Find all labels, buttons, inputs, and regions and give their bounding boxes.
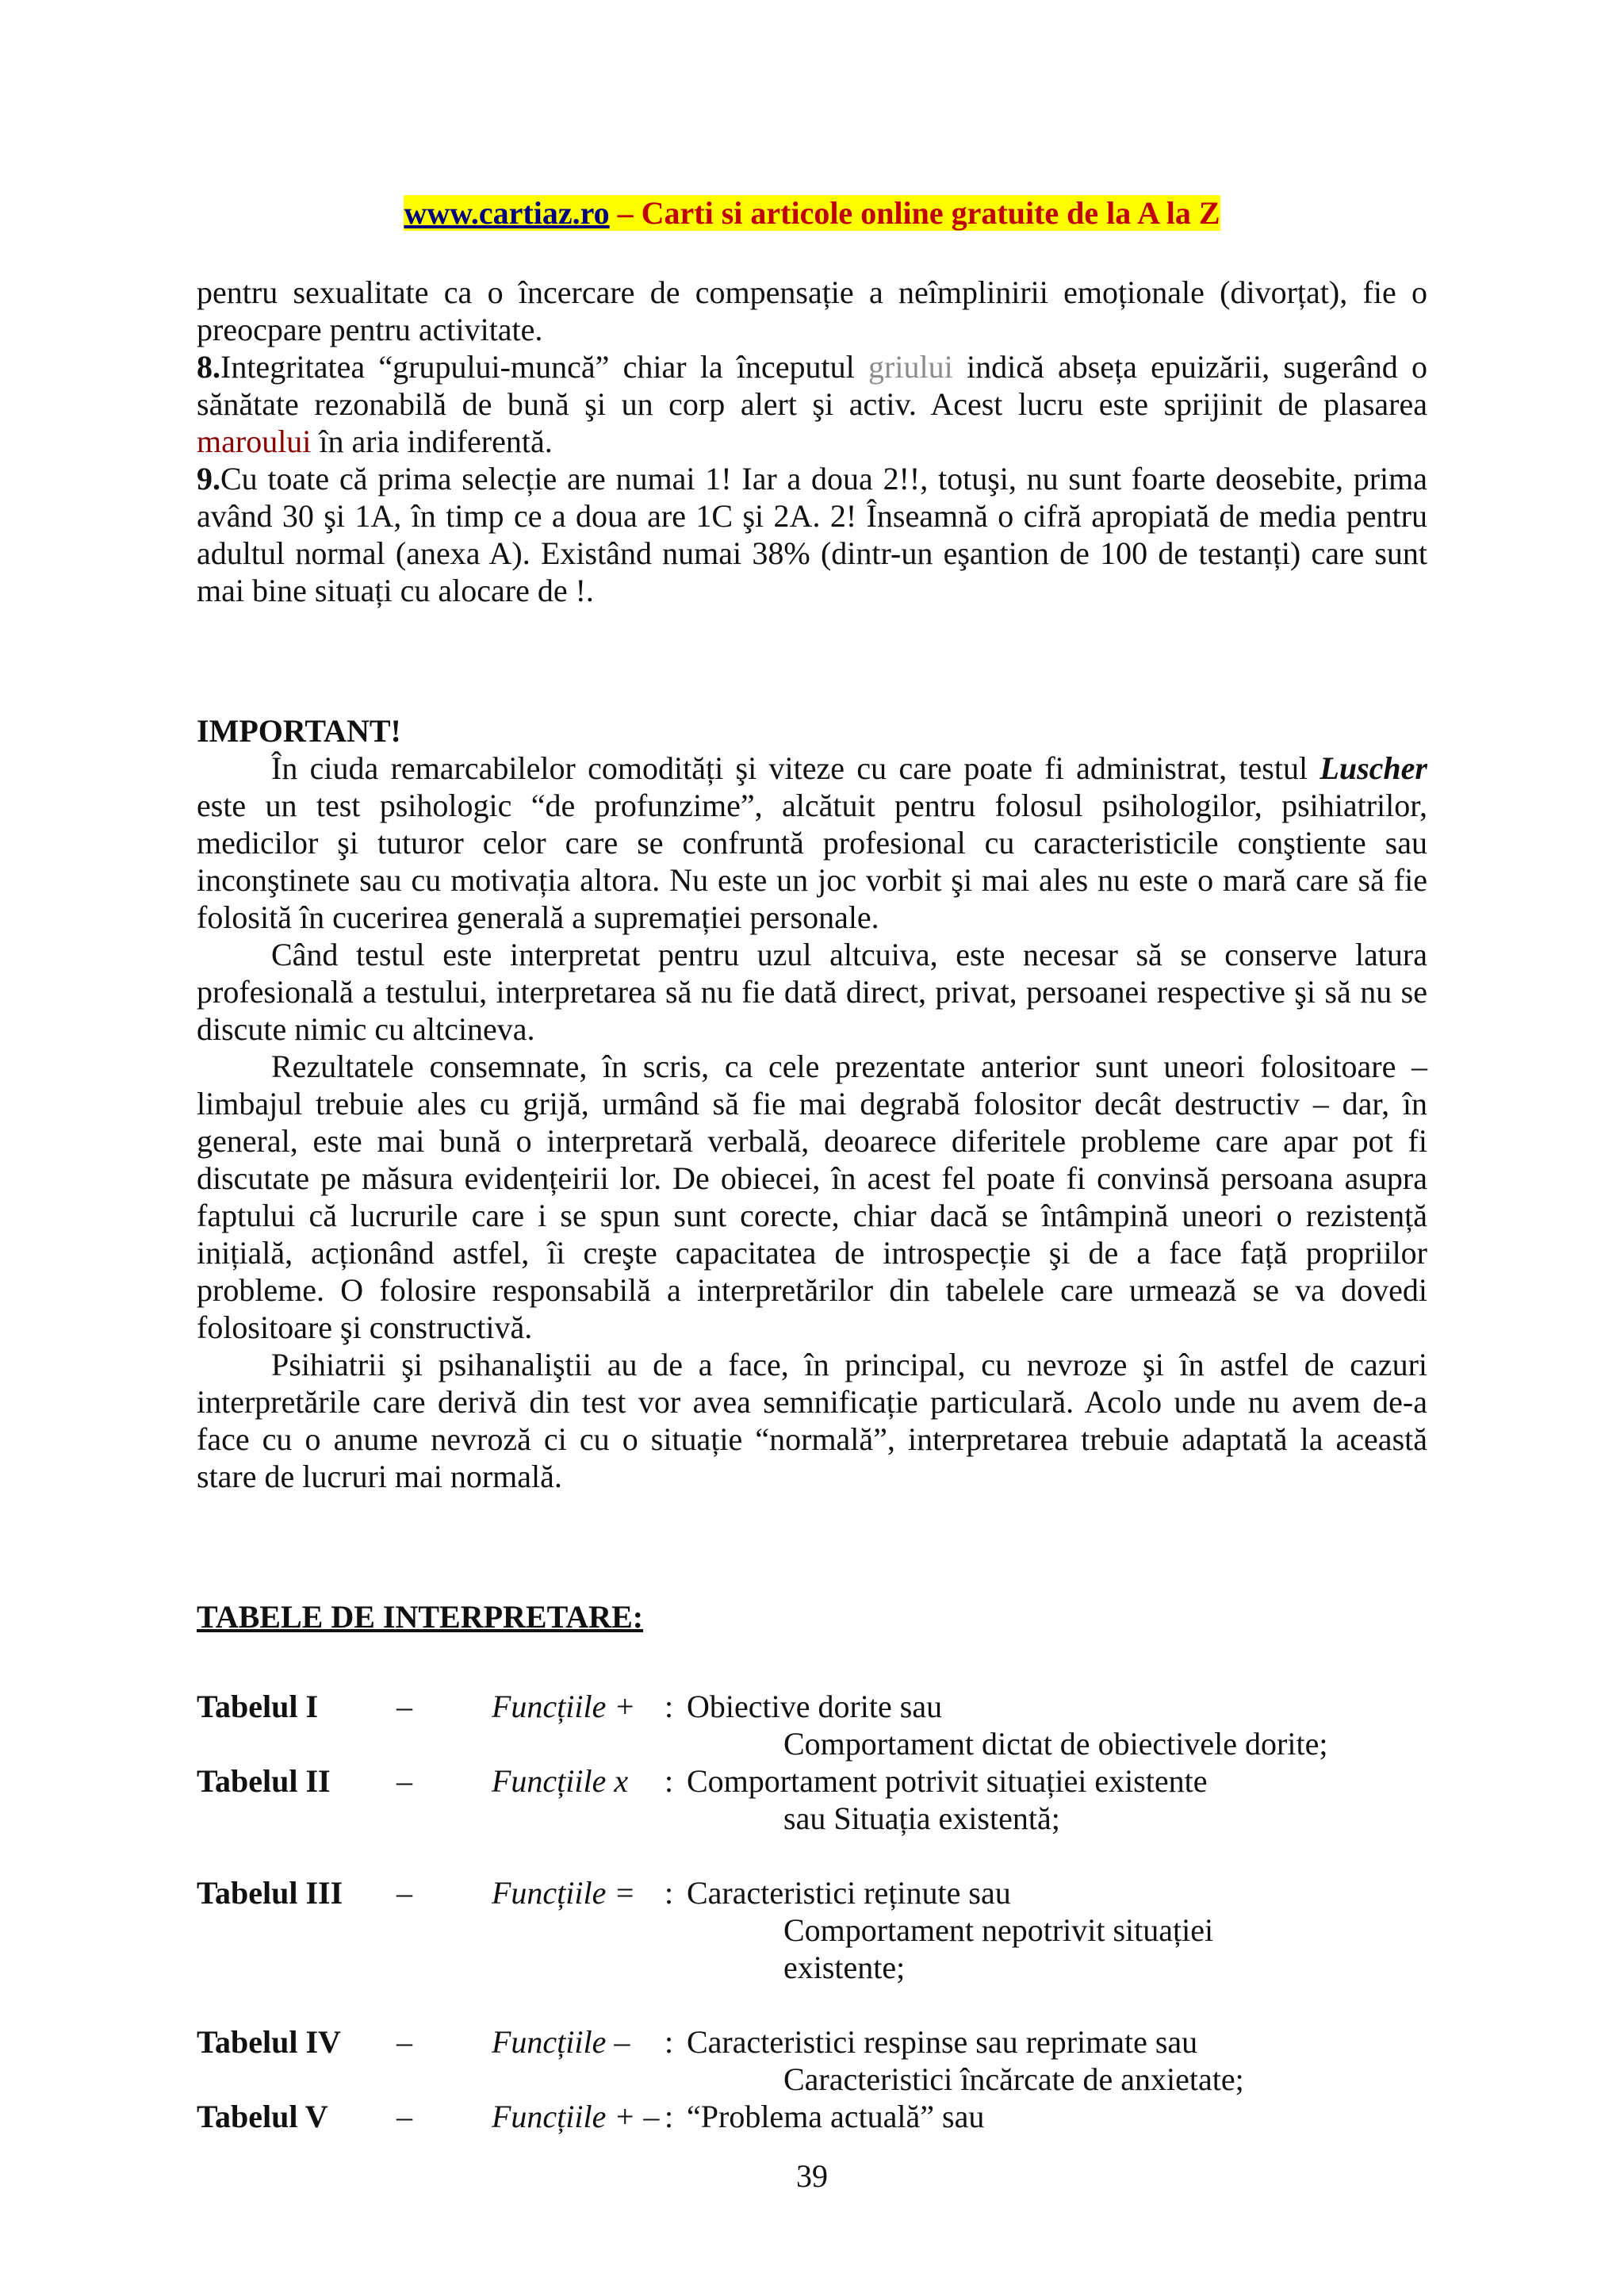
item-8-text-a: Integritatea “grupului-muncă” chiar la începutul — [220, 349, 869, 385]
table-colon: : — [665, 2099, 674, 2134]
table-description: “Problema actuală” sau — [687, 2099, 985, 2134]
table-row — [197, 1874, 1427, 1911]
site-tagline: – Carti si articole online gratuite de la A la Z — [609, 195, 1220, 231]
table-description: Obiective dorite sau — [687, 1689, 943, 1724]
intro-paragraph: pentru sexualitate ca o încercare de compensație a neîmplinirii emoționale (divorțat), fie o preocpare pentru activitate. — [197, 274, 1427, 347]
test-name: Luscher — [1320, 750, 1427, 786]
important-paragraph-4: Psihiatrii şi psihanaliştii au de a face, în principal, cu nevroze şi în astfel de cazuri interpretările care derivă din test vor avea semnificație particulară. Acolo unde nu avem de-a face cu o anume nevroză ci cu o situație “normală”, interpretarea trebuie adaptată la această stare de lucruri mai normală. — [197, 1347, 1427, 1494]
item-9-number: 9. — [197, 461, 220, 497]
item-8 — [197, 348, 1427, 460]
table-description: Comportament potrivit situației existente — [687, 1763, 1208, 1799]
table-description-continuation: Comportament nepotrivit situației — [783, 1912, 1214, 1948]
table-description-continuation: Comportament dictat de obiectivele dorite; — [783, 1726, 1328, 1762]
table-colon: : — [665, 1875, 674, 1911]
item-9-text: Cu toate că prima selecție are numai 1! Iar a doua 2!!, totuşi, nu sunt foarte deosebite, prima având 30 şi 1A, în timp ce a doua are 1C şi 2A. 2! Înseamnă o cifră apropiată de media pentru adultul normal (anexa A). Existând numai 38% (dintr-un eşantion de 100 de testanți) care sunt mai bine situați cu alocare de !. — [197, 461, 1427, 608]
table-row — [197, 1688, 1427, 1725]
item-8-number: 8. — [197, 349, 220, 385]
important-paragraph-1 — [197, 750, 1427, 936]
table-row — [197, 1762, 1427, 1800]
section-spacer — [197, 1495, 1427, 1598]
important-paragraph-2: Când testul este interpretat pentru uzul altcuiva, este necesar să se conserve latura profesională a testului, interpretarea să nu fie dată direct, privat, persoanei respective şi să nu se discute nimic cu altcineva. — [197, 937, 1427, 1047]
item-8-text-c: în aria indiferentă. — [311, 424, 553, 459]
interpretation-tables-list — [197, 1688, 1427, 2135]
section-spacer — [197, 609, 1427, 712]
table-dash: – — [396, 2024, 412, 2060]
table-row — [197, 2098, 1427, 2135]
item-8-grey-word: griului — [868, 349, 953, 385]
table-colon: : — [665, 1689, 674, 1724]
table-function: Funcțiile x — [492, 1763, 629, 1799]
item-8-text-b: indică abseța epuizării, sugerând o sănătate rezonabilă de bună şi un corp alert şi activ. Acest lucru este sprijinit de plasarea — [197, 349, 1427, 422]
item-9 — [197, 460, 1427, 609]
table-function: Funcțiile + — [492, 1689, 636, 1724]
page-content — [197, 274, 1427, 2135]
page-number: 39 — [796, 2158, 828, 2194]
table-row-continuation — [197, 1911, 1427, 1949]
table-row-continuation — [197, 2061, 1427, 2098]
table-label: Tabelul II — [197, 1763, 331, 1799]
site-header — [0, 194, 1624, 232]
table-dash: – — [396, 1689, 412, 1724]
site-link[interactable]: www.cartiaz.ro — [404, 195, 610, 231]
important-p1-text-a: În ciuda remarcabilelor comodități şi viteze cu care poate fi administrat, testul — [271, 750, 1320, 786]
table-description: Caracteristici reținute sau — [687, 1875, 1011, 1911]
table-label: Tabelul IV — [197, 2024, 341, 2060]
table-gap — [197, 1986, 1427, 2023]
table-row-continuation — [197, 1725, 1427, 1762]
table-dash: – — [396, 2099, 412, 2134]
table-description-continuation: Caracteristici încărcate de anxietate; — [783, 2061, 1244, 2097]
table-row-continuation — [197, 1800, 1427, 1837]
important-paragraph-3: Rezultatele consemnate, în scris, ca cele prezentate anterior sunt uneori folositoare – limbajul trebuie ales cu grijă, urmând să fie mai degrabă folositor decât destructiv – dar, în general, este mai bună o interpretară verbală, deoarece diferitele probleme care apar pot fi discutate pe măsura evidențeirii lor. De obiecei, în acest fel poate fi convinsă persoana asupra faptului că lucrurile care i se spun sunt corecte, chiar dacă se întâmpină uneori o rezistență inițială, acționând astfel, îi creşte capacitatea de introspecție şi de a face față propriilor probleme. O folosire responsabilă a interpretărilor din tabelele care urmează se va dovedi folositoare şi constructivă. — [197, 1049, 1427, 1345]
table-label: Tabelul III — [197, 1875, 343, 1911]
table-row-continuation — [197, 1949, 1427, 1986]
important-heading: IMPORTANT! — [197, 713, 401, 749]
table-dash: – — [396, 1875, 412, 1911]
table-colon: : — [665, 2024, 674, 2060]
table-label: Tabelul V — [197, 2099, 328, 2134]
table-description: Caracteristici respinse sau reprimate sau — [687, 2024, 1198, 2060]
table-colon: : — [665, 1763, 674, 1799]
table-description-continuation: sau Situația existentă; — [783, 1800, 1060, 1836]
table-function: Funcțiile – — [492, 2024, 630, 2060]
important-p1-text-b: este un test psihologic “de profunzime”, alcătuit pentru folosul psihologilor, psihiatrilor, medicilor şi tuturor celor care se confruntă profesional cu caracteristicile conştiente sau inconştinete sau cu motivația altora. Nu este un joc vorbit şi mai ales nu este o mară care să fie folosită în cucerirea generală a supremației personale. — [197, 788, 1427, 935]
table-function: Funcțiile + – — [492, 2099, 660, 2134]
table-description-continuation: existente; — [783, 1950, 906, 1985]
table-gap — [197, 1837, 1427, 1874]
table-function: Funcțiile = — [492, 1875, 636, 1911]
tables-heading: TABELE DE INTERPRETARE: — [197, 1599, 644, 1635]
item-8-maroon-word: maroului — [197, 424, 312, 459]
header-highlight — [404, 195, 1220, 231]
table-dash: – — [396, 1763, 412, 1799]
table-row — [197, 2023, 1427, 2061]
table-label: Tabelul I — [197, 1689, 319, 1724]
